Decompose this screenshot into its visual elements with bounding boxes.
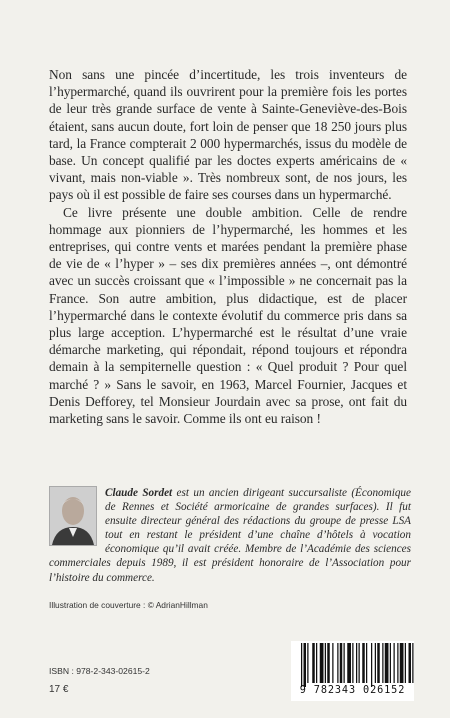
blurb-paragraph-2: Ce livre présente une double ambition. Celle de rendre hommage aux pionniers de l’hypermarché, les hommes et les entreprises, qui contre vents et marées pendant la première phase de vie de « l’hyper » – ses dix premières années –, ont démontré avec un succès croissant que « l’impossible » ne concernait pas la France. Son autre ambition, plus didactique, est de placer l’hypermarché dans le contexte évolutif du commerce pris dans sa plus large acception. L’hypermarché est le résultat d’une vraie démarche marketing, qui répondait, répond toujours et répondra demain à la sempiternelle question : « Quel produit ? Pour quel marché ? » Sans le savoir, en 1963, Marcel Fournier, Jacques et Denis Defforey, tel Monsieur Jourdain avec sa prose, ont fait du marketing sans le savoir. Comme ils ont eu raison ! [49, 204, 407, 427]
barcode-bar [304, 643, 307, 687]
barcode-bar [307, 643, 308, 683]
barcode-bar [344, 643, 345, 683]
barcode-bar [337, 643, 338, 683]
price: 17 € [49, 684, 69, 695]
barcode-bar [316, 643, 317, 683]
cover-credit: Illustration de couverture : © AdrianHillman [49, 600, 208, 610]
barcode-bar [371, 643, 372, 687]
blurb-paragraph-1: Non sans une pincée d’incertitude, les trois inventeurs de l’hypermarché, quand ils ouvrirent pour la première fois les portes de leur très grande surface de vente à Sainte-Geneviève-des-Bois étaient, sans aucun doute, fort loin de penser que 18 250 jours plus tard, la France compterait 2 000 hypermarchés, issus du modèle de base. Un concept qualifié par les doctes experts américains de « vivant, mais non-viable ». Très nombreux sont, de nos jours, les pays où il est possible de faire ses courses dans un hypermarché. [49, 67, 407, 203]
barcode-bars [291, 641, 414, 687]
barcode-bar [340, 643, 343, 683]
barcode-bar [362, 643, 365, 683]
barcode-bar [332, 643, 333, 683]
barcode-bar [347, 643, 351, 683]
barcode-bar [301, 643, 302, 687]
barcode-bar [385, 643, 389, 683]
author-bio [49, 486, 411, 585]
barcode-bar [312, 643, 315, 683]
barcode-bar [397, 643, 398, 683]
barcode-bar [412, 643, 413, 683]
barcode-bar [405, 643, 406, 683]
author-photo [49, 486, 97, 546]
author-name: Claude Sordet [105, 487, 173, 499]
barcode-bar [327, 643, 330, 683]
barcode-bar [359, 643, 360, 683]
author-bio-text: est un ancien dirigeant succursaliste (Économique de Rennes et Société armoricaine de grandes surfaces). Il fut ensuite directeur général des rédactions du groupe de presse LSA tout en restant le président d’une chaîne d’hôtels à vocation économique qu’il avait créée. Membre de l’Académie des sciences commerciales depuis 1989, il est président honoraire de l’Association pour l’histoire du commerce. [49, 487, 411, 584]
barcode-bar [320, 643, 324, 683]
barcode-bar [375, 643, 376, 683]
barcode-bar [356, 643, 357, 683]
barcode-digits: 9 782343 026152 [299, 685, 406, 696]
blurb [49, 66, 407, 427]
barcode-bar [394, 643, 395, 683]
barcode [291, 641, 414, 701]
barcode-bar [366, 643, 367, 683]
barcode-bar [400, 643, 404, 683]
barcode-bar [409, 643, 412, 683]
barcode-bar [352, 643, 353, 683]
isbn: ISBN : 978-2-343-02615-2 [49, 666, 150, 676]
barcode-bar [382, 643, 383, 683]
barcode-bar [377, 643, 380, 683]
barcode-bar [325, 643, 326, 683]
barcode-bar [390, 643, 391, 683]
